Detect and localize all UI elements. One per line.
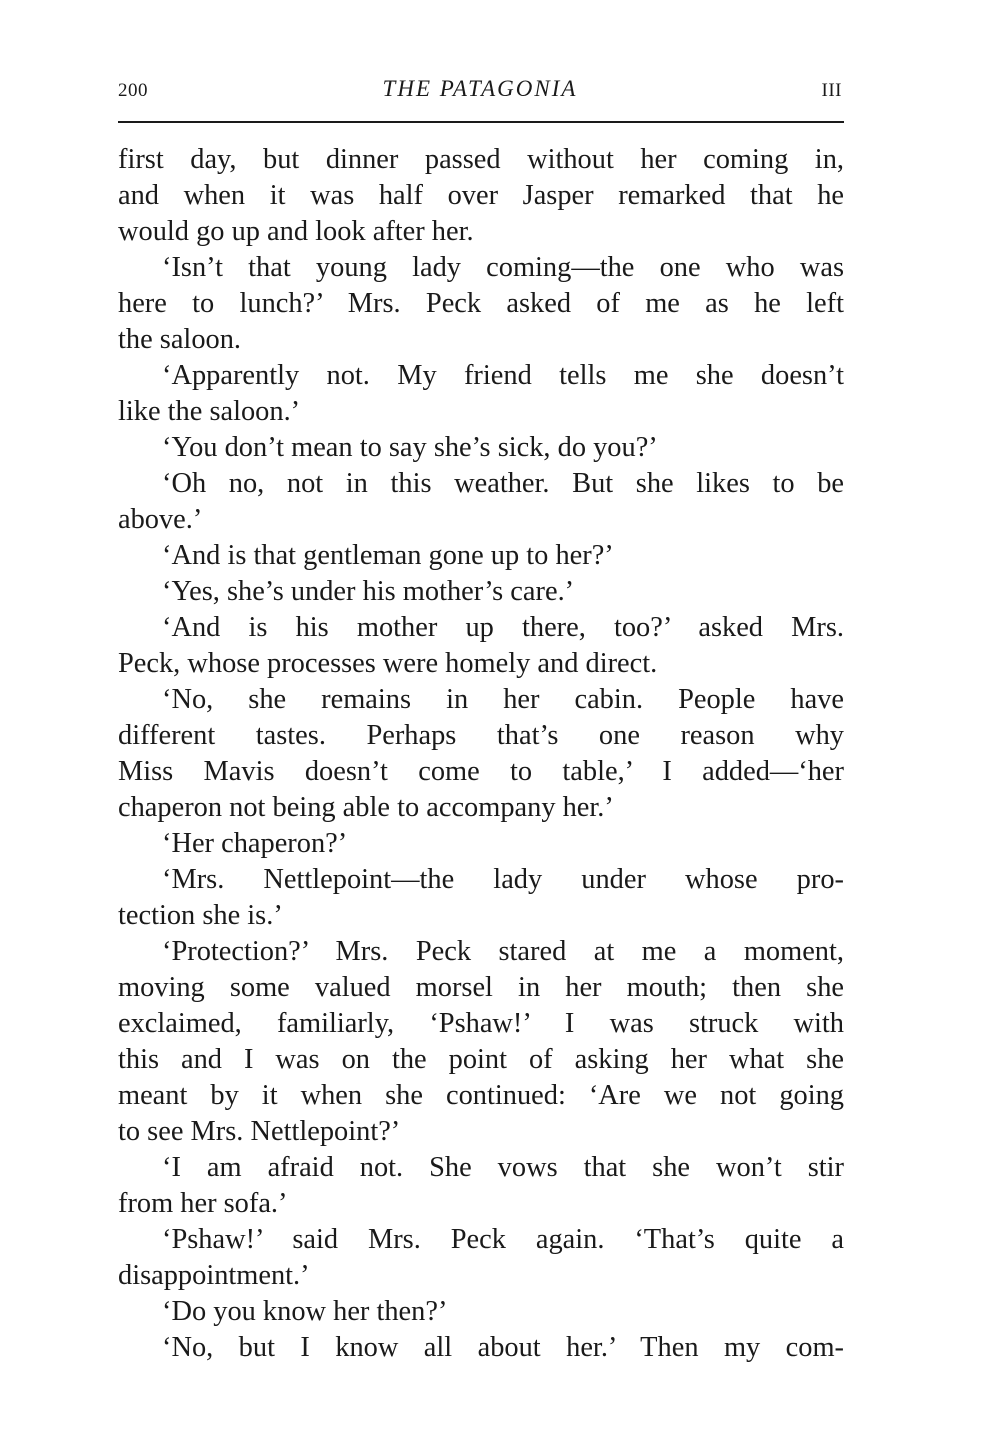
- text-line: ‘Protection?’ Mrs. Peck stared at me a moment,: [162, 936, 844, 967]
- text-line: ‘Apparently not. My friend tells me she doesn’t: [162, 360, 844, 391]
- text-line: different tastes. Perhaps that’s one reason why: [118, 720, 844, 751]
- text-line: meant by it when she continued: ‘Are we not going: [118, 1080, 844, 1111]
- body-text: [118, 142, 844, 1366]
- text-line: moving some valued morsel in her mouth; then she: [118, 972, 844, 1003]
- running-header: [118, 76, 842, 110]
- text-line: ‘Mrs. Nettlepoint—the lady under whose pro-: [162, 864, 844, 895]
- text-line: ‘Her chaperon?’: [162, 828, 348, 859]
- text-line: ‘Pshaw!’ said Mrs. Peck again. ‘That’s quite a: [162, 1224, 844, 1255]
- text-line: ‘You don’t mean to say she’s sick, do you?’: [162, 432, 658, 463]
- text-line: disappointment.’: [118, 1260, 310, 1291]
- text-line: would go up and look after her.: [118, 216, 474, 247]
- text-line: ‘Isn’t that young lady coming—the one who was: [162, 252, 844, 283]
- text-line: chaperon not being able to accompany her.’: [118, 792, 614, 823]
- text-line: from her sofa.’: [118, 1188, 288, 1219]
- text-line: first day, but dinner passed without her coming in,: [118, 144, 844, 175]
- text-line: Peck, whose processes were homely and direct.: [118, 648, 658, 679]
- chapter-number: III: [821, 80, 842, 101]
- text-line: ‘No, she remains in her cabin. People have: [162, 684, 844, 715]
- text-line: here to lunch?’ Mrs. Peck asked of me as he left: [118, 288, 844, 319]
- text-line: ‘Do you know her then?’: [162, 1296, 448, 1327]
- text-line: the saloon.: [118, 324, 242, 355]
- text-line: ‘No, but I know all about her.’ Then my com-: [162, 1332, 844, 1363]
- text-line: exclaimed, familiarly, ‘Pshaw!’ I was struck with: [118, 1008, 844, 1039]
- header-rule: [118, 121, 844, 123]
- text-line: this and I was on the point of asking her what she: [118, 1044, 844, 1075]
- running-title: THE PATAGONIA: [382, 76, 578, 101]
- text-line: ‘And is his mother up there, too?’ asked Mrs.: [162, 612, 844, 643]
- text-line: ‘And is that gentleman gone up to her?’: [162, 540, 614, 571]
- text-line: ‘Yes, she’s under his mother’s care.’: [162, 576, 575, 607]
- text-line: Miss Mavis doesn’t come to table,’ I added—‘her: [118, 756, 844, 787]
- text-line: ‘Oh no, not in this weather. But she likes to be: [162, 468, 844, 499]
- text-line: tection she is.’: [118, 900, 283, 931]
- text-line: to see Mrs. Nettlepoint?’: [118, 1116, 401, 1147]
- text-line: ‘I am afraid not. She vows that she won’t stir: [162, 1152, 844, 1183]
- text-line: like the saloon.’: [118, 396, 301, 427]
- page-number: 200: [118, 80, 148, 101]
- text-line: above.’: [118, 504, 203, 535]
- text-line: and when it was half over Jasper remarked that he: [118, 180, 844, 211]
